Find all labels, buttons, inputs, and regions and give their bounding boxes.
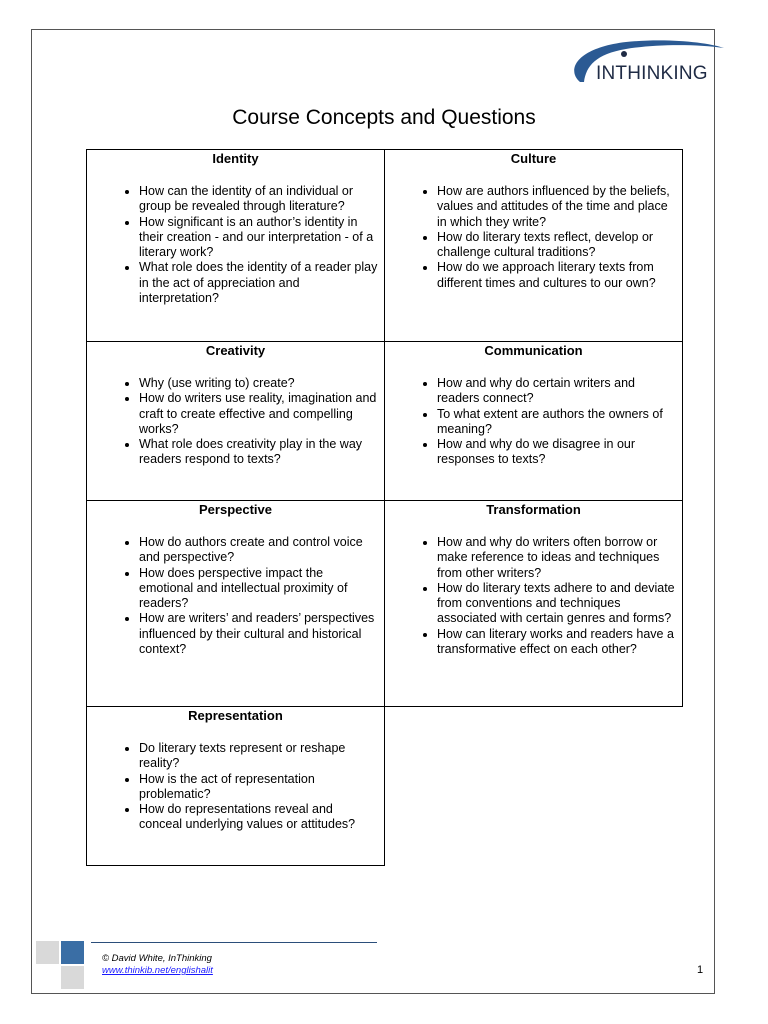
concept-cell-representation <box>87 707 385 866</box>
footer-link[interactable]: www.thinkib.net/englishalit <box>102 965 213 976</box>
question-item: • How and why do we disagree in our responses to texts? <box>437 437 678 468</box>
question-item: • What role does creativity play in the way readers respond to texts? <box>139 437 380 468</box>
table-row <box>87 707 683 866</box>
question-item: • How and why do certain writers and readers connect? <box>437 376 678 407</box>
question-item: • How are authors influenced by the beliefs, values and attitudes of the time and place in which they write? <box>437 184 678 230</box>
page-number: 1 <box>697 964 704 976</box>
question-list <box>91 741 380 833</box>
question-list <box>91 184 380 306</box>
logo-text: INTHINKING <box>596 63 708 84</box>
concept-heading: Perspective <box>199 502 272 517</box>
table-row <box>87 342 683 501</box>
table-row <box>87 150 683 342</box>
table-row <box>87 501 683 707</box>
concept-heading: Identity <box>212 151 259 166</box>
question-list <box>91 535 380 657</box>
question-item: • How are writers’ and readers’ perspectives influenced by their cultural and historical context? <box>139 611 380 657</box>
square-gray <box>36 941 59 964</box>
square-blue <box>61 941 84 964</box>
concept-heading: Communication <box>484 343 583 358</box>
page-title: Course Concepts and Questions <box>232 106 536 129</box>
concept-cell-identity <box>87 150 385 342</box>
concept-heading: Culture <box>510 151 557 166</box>
question-item: • How do literary texts reflect, develop or challenge cultural traditions? <box>437 230 678 261</box>
question-item: • How do we approach literary texts from different times and cultures to our own? <box>437 260 678 291</box>
question-item: • How does perspective impact the emotional and intellectual proximity of readers? <box>139 566 380 612</box>
question-list <box>389 535 678 657</box>
question-item: • How can the identity of an individual or group be revealed through literature? <box>139 184 380 215</box>
inthinking-logo <box>566 34 728 90</box>
concept-cell-perspective <box>87 501 385 707</box>
question-item: • How can literary works and readers have a transformative effect on each other? <box>437 627 678 658</box>
question-item: • To what extent are authors the owners of meaning? <box>437 407 678 438</box>
concept-cell-communication <box>385 342 683 501</box>
question-item: • How do writers use reality, imagination and craft to create effective and compelling works? <box>139 391 380 437</box>
question-list <box>389 184 678 291</box>
concept-heading: Creativity <box>205 343 266 358</box>
concept-cell-culture <box>385 150 683 342</box>
question-item: • How do authors create and control voice and perspective? <box>139 535 380 566</box>
concepts-table <box>86 149 683 866</box>
question-item: • Do literary texts represent or reshape reality? <box>139 741 380 772</box>
empty-cell <box>385 707 683 866</box>
question-item: • How and why do writers often borrow or make reference to ideas and techniques from other writers? <box>437 535 678 581</box>
square-gray <box>61 966 84 989</box>
question-item: • Why (use writing to) create? <box>139 376 380 391</box>
question-list <box>91 376 380 468</box>
question-item: • How is the act of representation problematic? <box>139 772 380 803</box>
concept-heading: Representation <box>188 708 283 723</box>
footer-copyright: © David White, InThinking <box>102 953 212 964</box>
footer-rule <box>91 942 377 943</box>
question-item: • How do literary texts adhere to and deviate from conventions and techniques associated with certain genres and forms? <box>437 581 678 627</box>
concept-cell-creativity <box>87 342 385 501</box>
question-item: • How significant is an author’s identity in their creation - and our interpretation - of a literary work? <box>139 215 380 261</box>
question-item: • What role does the identity of a reader play in the act of appreciation and interpretation? <box>139 260 380 306</box>
concept-heading: Transformation <box>486 502 581 517</box>
question-list <box>389 376 678 468</box>
question-item: • How do representations reveal and conceal underlying values or attitudes? <box>139 802 380 833</box>
footer-squares-decoration <box>36 941 86 989</box>
concept-cell-transformation <box>385 501 683 707</box>
